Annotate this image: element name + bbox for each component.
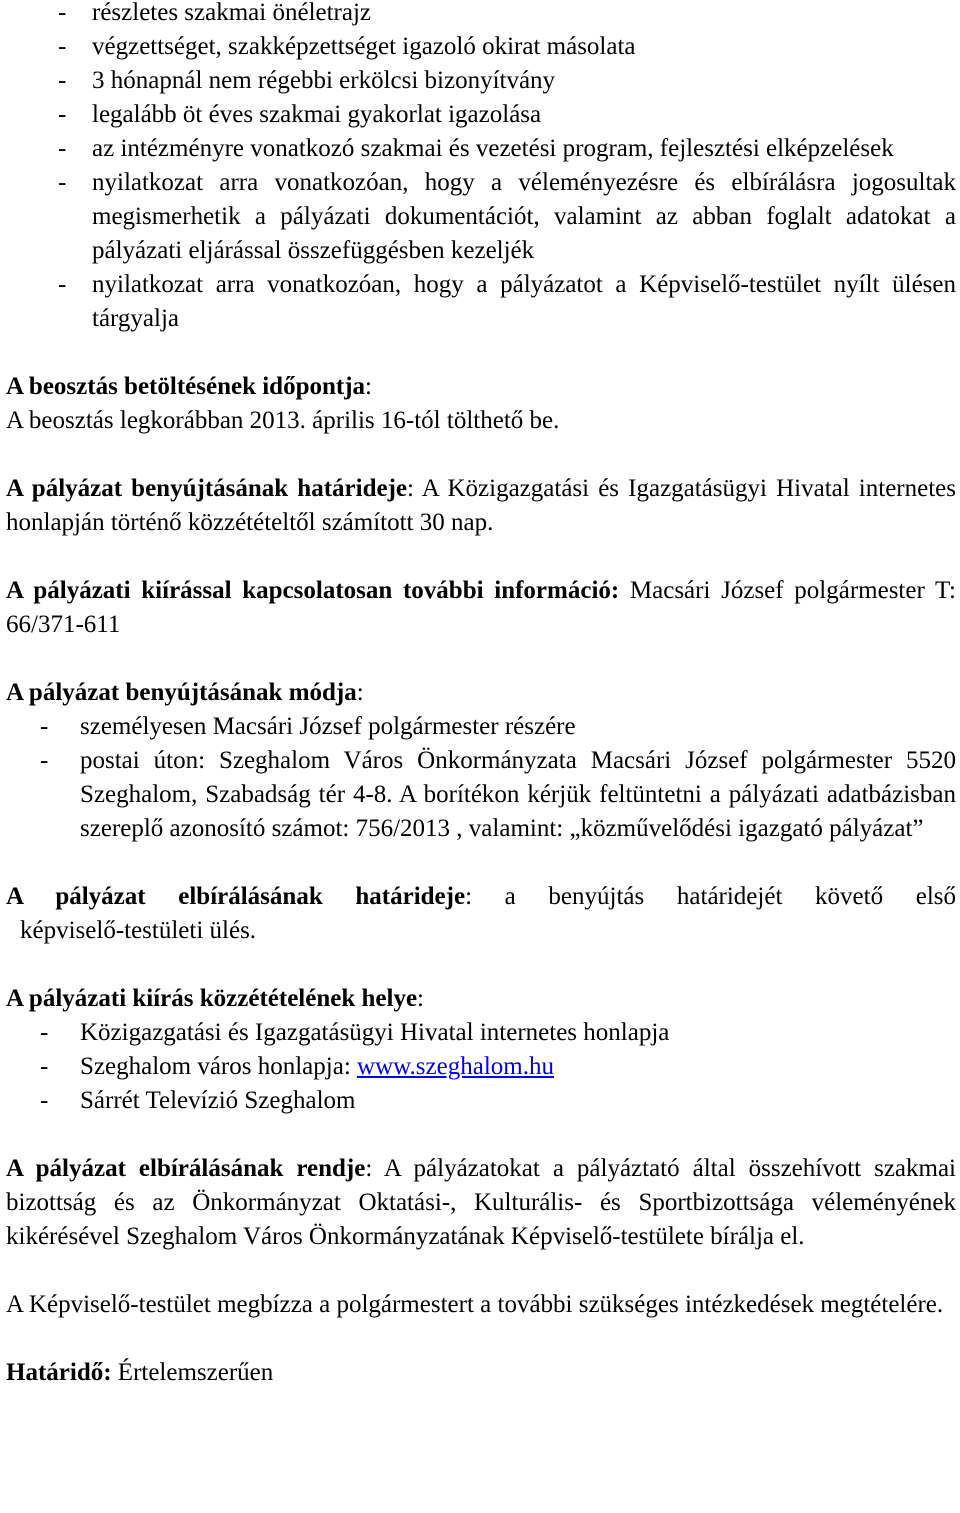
list-item: [6, 64, 956, 98]
submission-heading: [6, 676, 956, 710]
evaluation-deadline-text-line2: képviselő-testületi ülés.: [20, 917, 257, 944]
bullet-dash: -: [40, 1053, 49, 1080]
publication-list: [6, 1016, 956, 1118]
list-item-text: nyilatkozat arra vonatkozóan, hogy a pályázatot a Képviselő-testület nyílt ülésen tárgyalja: [92, 271, 956, 332]
due-line: [6, 1356, 956, 1390]
list-item-text: postai úton: Szeghalom Város Önkormányzata Macsári József polgármester 5520 Szeghalom, Szabadság tér 4-8. A borítékon kérjük feltüntetni a pályázati adatbázisban szereplő azonosító számot: 756/2013 , valamint: „közművelődési igazgató pályázat”: [80, 747, 956, 842]
submission-list: [6, 710, 956, 846]
spacer: [6, 1118, 956, 1152]
due-label: Határidő:: [6, 1359, 112, 1386]
list-item-text: legalább öt éves szakmai gyakorlat igazolása: [92, 101, 542, 128]
list-item-text: végzettséget, szakképzettséget igazoló okirat másolata: [92, 33, 636, 60]
section-heading: A pályázat elbírálásának határideje: [6, 883, 466, 910]
info-text: Macsári József polgármester T: 66/371-611: [6, 577, 956, 638]
list-item-text: részletes szakmai önéletrajz: [92, 0, 372, 26]
procedure-paragraph: [6, 1152, 956, 1254]
list-item-text: 3 hónapnál nem régebbi erkölcsi bizonyítvány: [92, 67, 556, 94]
list-item-text: az intézményre vonatkozó szakmai és vezetési program, fejlesztési elképzelések: [92, 135, 894, 162]
bullet-dash: -: [40, 1087, 49, 1114]
list-item: [6, 132, 956, 166]
list-item: [6, 1016, 956, 1050]
spacer: [6, 948, 956, 982]
evaluation-deadline-paragraph: [6, 880, 956, 914]
website-link[interactable]: www.szeghalom.hu: [357, 1053, 554, 1080]
list-item-text: [80, 1050, 956, 1084]
spacer: [6, 438, 956, 472]
bullet-dash: -: [58, 135, 67, 162]
info-paragraph: [6, 574, 956, 642]
section-heading: A pályázati kiírással kapcsolatosan további információ:: [6, 577, 620, 604]
section-heading: A pályázat benyújtásának módja: [6, 679, 357, 706]
bullet-dash: -: [58, 67, 67, 94]
section-heading: A beosztás betöltésének időpontja: [6, 373, 366, 400]
bullet-dash: -: [58, 271, 67, 298]
deadline-text: A Közigazgatási és Igazgatásügyi Hivatal internetes honlapján történő közzétételtől számított 30 nap.: [6, 475, 956, 536]
heading-colon: :: [417, 985, 424, 1012]
list-item: [6, 268, 956, 336]
heading-colon: :: [365, 1155, 373, 1182]
mandate-paragraph: A Képviselő-testület megbízza a polgármestert a további szükséges intézkedések megtételére.: [6, 1291, 944, 1318]
list-item: [6, 98, 956, 132]
list-item: [6, 0, 956, 30]
heading-colon: :: [407, 475, 414, 502]
list-item: [6, 1050, 956, 1084]
list-item-text: Közigazgatási és Igazgatásügyi Hivatal internetes honlapja: [80, 1019, 670, 1046]
start-date-text: A beosztás legkorábban 2013. április 16-tól tölthető be.: [6, 407, 560, 434]
due-value: Értelemszerűen: [111, 1359, 274, 1386]
spacer: [6, 1254, 956, 1288]
bullet-dash: -: [40, 713, 49, 740]
document-page: [6, 0, 956, 1390]
section-heading: A pályázat benyújtásának határideje: [6, 475, 407, 502]
heading-colon: :: [356, 679, 364, 706]
list-item-text: nyilatkozat arra vonatkozóan, hogy a véleményezésre és elbírálásra jogosultak megismerhetik a pályázati dokumentációt, valamint az abban foglalt adatokat a pályázati eljárással összefüggésben kezeljék: [92, 169, 956, 264]
start-date-heading: [6, 370, 956, 404]
bullet-dash: -: [58, 0, 67, 26]
list-item-text: Sárrét Televízió Szeghalom: [80, 1087, 356, 1114]
list-item-label: Szeghalom város honlapja:: [80, 1053, 358, 1080]
spacer: [6, 642, 956, 676]
bullet-dash: -: [40, 1019, 49, 1046]
heading-colon: :: [365, 373, 372, 400]
spacer: [6, 1322, 956, 1356]
list-item: [6, 1084, 956, 1118]
section-heading: A pályázat elbírálásának rendje: [6, 1155, 366, 1182]
bullet-dash: -: [58, 33, 67, 60]
publication-heading: [6, 982, 956, 1016]
spacer: [6, 846, 956, 880]
list-item: [6, 166, 956, 268]
list-item: [6, 30, 956, 64]
required-docs-list: [6, 0, 956, 336]
list-item: [6, 710, 956, 744]
evaluation-deadline-text: a benyújtás határidejét követő első: [472, 883, 957, 910]
heading-colon: :: [465, 883, 473, 910]
deadline-paragraph: [6, 472, 956, 540]
spacer: [6, 336, 956, 370]
bullet-dash: -: [40, 747, 49, 774]
procedure-text: A pályázatokat a pályáztató által összehívott szakmai bizottság és az Önkormányzat Oktatási-, Kulturális- és Sportbizottsága véleményének kikérésével Szeghalom Város Önkormányzatának Képviselő-testülete bírálja el.: [6, 1155, 956, 1250]
bullet-dash: -: [58, 169, 67, 196]
list-item-text: személyesen Macsári József polgármester részére: [80, 713, 576, 740]
bullet-dash: -: [58, 101, 67, 128]
spacer: [6, 540, 956, 574]
section-heading: A pályázati kiírás közzétételének helye: [6, 985, 418, 1012]
list-item: [6, 744, 956, 846]
